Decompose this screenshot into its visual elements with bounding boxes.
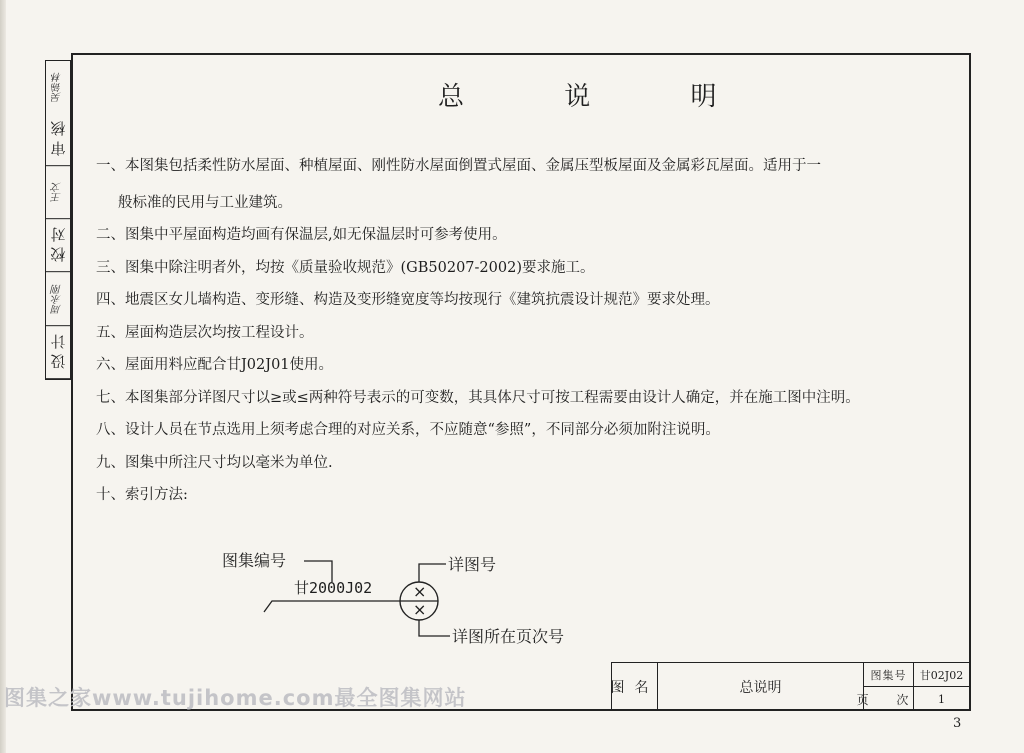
- note-text: 二、图集中平屋面构造均画有保温层,如无保温层时可参考使用。: [96, 227, 507, 243]
- note-text: 一、本图集包括柔性防水屋面、种植屋面、刚性防水屋面倒置式屋面、金属压型板屋面及金属彩瓦屋面。适用于一: [96, 158, 821, 174]
- title-block: [611, 662, 971, 711]
- page-mark: ×: [413, 600, 427, 619]
- design-label: 设 计: [46, 326, 70, 379]
- check-label: 校 对: [46, 219, 70, 272]
- review-signature: 吴锦林: [52, 72, 64, 103]
- review-label: 审 核: [46, 113, 70, 166]
- title-block-page-label: 页 次: [864, 687, 914, 711]
- note-item: [96, 252, 964, 285]
- note-item: [96, 284, 964, 317]
- watermark: 图集之家www.tujihome.com最全图集网站: [4, 686, 467, 710]
- signature-strip: [45, 60, 71, 380]
- note-text: 七、本图集部分详图尺寸以≥或≤两种符号表示的可变数，其具体尺寸可按工程需要由设计人确定，并在施工图中注明。: [96, 389, 860, 406]
- atlas-code: 甘2000J02: [294, 579, 373, 597]
- page-title: 总 说 明: [438, 82, 763, 112]
- note-item: [96, 150, 964, 219]
- note-text: 八、设计人员在节点选用上须考虑合理的对应关系，不应随意“参照”，不同部分必须加附注说明。: [96, 422, 720, 438]
- note-text: 三、图集中除注明者外，均按《质量验收规范》(GB50207-2002)要求施工。: [96, 259, 595, 276]
- note-item: [96, 382, 964, 415]
- title-block-name-label: 图名: [612, 663, 658, 711]
- general-notes-list: [96, 150, 964, 512]
- note-item: [96, 447, 964, 480]
- note-item: [96, 219, 964, 252]
- note-text: 九、图集中所注尺寸均以毫米为单位.: [96, 454, 333, 471]
- check-signature: 王文: [46, 166, 70, 219]
- note-item: [96, 479, 964, 512]
- note-text: 十、索引方法:: [96, 487, 188, 503]
- title-block-atlas-label: 图集号: [864, 663, 914, 687]
- atlas-number-label: 图集编号: [222, 551, 287, 570]
- title-block-page-value: 1: [914, 687, 970, 711]
- note-text: 五、屋面构造层次均按工程设计。: [96, 324, 314, 341]
- detail-mark: ×: [413, 582, 427, 601]
- note-item: [96, 349, 964, 382]
- page-number: 3: [953, 716, 962, 731]
- design-signature: 周永刚: [46, 273, 70, 326]
- note-item: [96, 414, 964, 447]
- note-text-continued: 般标准的民用与工业建筑。: [118, 194, 292, 211]
- title-block-atlas-value: 甘02J02: [914, 663, 970, 687]
- detail-page-label: 详图所在页次号: [452, 627, 565, 646]
- title-block-name-value: 总说明: [658, 663, 864, 711]
- note-text: 六、屋面用料应配合甘J02J01使用。: [96, 357, 334, 373]
- note-item: [96, 317, 964, 350]
- note-text: 四、地震区女儿墙构造、变形缝、构造及变形缝宽度等均按现行《建筑抗震设计规范》要求处理。: [96, 292, 720, 308]
- detail-number-label: 详图号: [448, 555, 497, 574]
- page-edge-shadow: [0, 0, 6, 753]
